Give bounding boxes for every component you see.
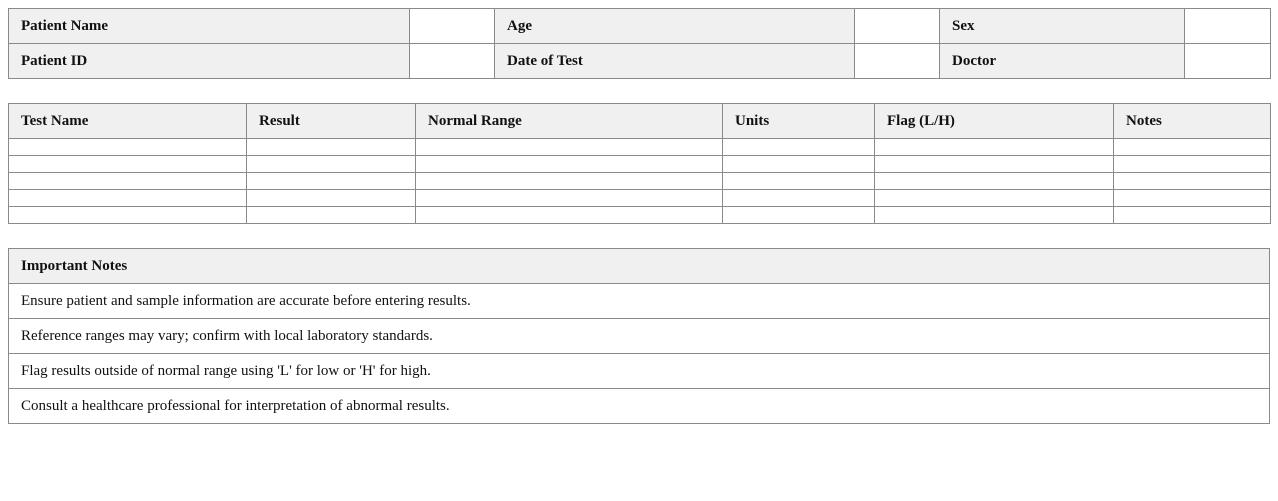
note-text: Reference ranges may vary; confirm with local laboratory standards. bbox=[9, 319, 1270, 354]
doctor-label: Doctor bbox=[940, 44, 1185, 79]
flag-cell[interactable] bbox=[875, 190, 1114, 207]
column-header-test-name: Test Name bbox=[9, 104, 247, 139]
patient-info-row bbox=[9, 44, 1271, 79]
notes-header-row bbox=[9, 249, 1270, 284]
age-label: Age bbox=[495, 9, 855, 44]
result-cell[interactable] bbox=[247, 139, 416, 156]
column-header-notes: Notes bbox=[1114, 104, 1271, 139]
result-cell[interactable] bbox=[247, 173, 416, 190]
table-row bbox=[9, 139, 1271, 156]
test-name-cell[interactable] bbox=[9, 139, 247, 156]
table-row bbox=[9, 173, 1271, 190]
list-item bbox=[9, 284, 1270, 319]
units-cell[interactable] bbox=[723, 139, 875, 156]
normal-range-cell[interactable] bbox=[416, 139, 723, 156]
units-cell[interactable] bbox=[723, 156, 875, 173]
normal-range-cell[interactable] bbox=[416, 173, 723, 190]
sex-label: Sex bbox=[940, 9, 1185, 44]
flag-cell[interactable] bbox=[875, 173, 1114, 190]
important-notes-table bbox=[8, 248, 1270, 424]
result-cell[interactable] bbox=[247, 190, 416, 207]
important-notes-title: Important Notes bbox=[9, 249, 1270, 284]
doctor-field[interactable] bbox=[1185, 44, 1271, 79]
flag-cell[interactable] bbox=[875, 207, 1114, 224]
units-cell[interactable] bbox=[723, 190, 875, 207]
note-text: Consult a healthcare professional for interpretation of abnormal results. bbox=[9, 389, 1270, 424]
column-header-units: Units bbox=[723, 104, 875, 139]
units-cell[interactable] bbox=[723, 207, 875, 224]
patient-name-label: Patient Name bbox=[9, 9, 410, 44]
test-name-cell[interactable] bbox=[9, 156, 247, 173]
table-row bbox=[9, 207, 1271, 224]
flag-cell[interactable] bbox=[875, 156, 1114, 173]
notes-cell[interactable] bbox=[1114, 156, 1271, 173]
notes-cell[interactable] bbox=[1114, 173, 1271, 190]
test-results-table bbox=[8, 103, 1271, 224]
age-field[interactable] bbox=[855, 9, 940, 44]
patient-name-field[interactable] bbox=[410, 9, 495, 44]
results-header-row bbox=[9, 104, 1271, 139]
list-item bbox=[9, 319, 1270, 354]
test-name-cell[interactable] bbox=[9, 190, 247, 207]
normal-range-cell[interactable] bbox=[416, 190, 723, 207]
note-text: Ensure patient and sample information are accurate before entering results. bbox=[9, 284, 1270, 319]
test-name-cell[interactable] bbox=[9, 173, 247, 190]
patient-info-table bbox=[8, 8, 1271, 79]
list-item bbox=[9, 354, 1270, 389]
result-cell[interactable] bbox=[247, 156, 416, 173]
patient-id-field[interactable] bbox=[410, 44, 495, 79]
column-header-result: Result bbox=[247, 104, 416, 139]
table-row bbox=[9, 156, 1271, 173]
patient-info-row bbox=[9, 9, 1271, 44]
patient-id-label: Patient ID bbox=[9, 44, 410, 79]
flag-cell[interactable] bbox=[875, 139, 1114, 156]
units-cell[interactable] bbox=[723, 173, 875, 190]
list-item bbox=[9, 389, 1270, 424]
normal-range-cell[interactable] bbox=[416, 207, 723, 224]
note-text: Flag results outside of normal range using 'L' for low or 'H' for high. bbox=[9, 354, 1270, 389]
sex-field[interactable] bbox=[1185, 9, 1271, 44]
column-header-flag: Flag (L/H) bbox=[875, 104, 1114, 139]
date-of-test-field[interactable] bbox=[855, 44, 940, 79]
result-cell[interactable] bbox=[247, 207, 416, 224]
test-name-cell[interactable] bbox=[9, 207, 247, 224]
notes-cell[interactable] bbox=[1114, 139, 1271, 156]
column-header-normal-range: Normal Range bbox=[416, 104, 723, 139]
normal-range-cell[interactable] bbox=[416, 156, 723, 173]
notes-cell[interactable] bbox=[1114, 190, 1271, 207]
table-row bbox=[9, 190, 1271, 207]
notes-cell[interactable] bbox=[1114, 207, 1271, 224]
date-of-test-label: Date of Test bbox=[495, 44, 855, 79]
